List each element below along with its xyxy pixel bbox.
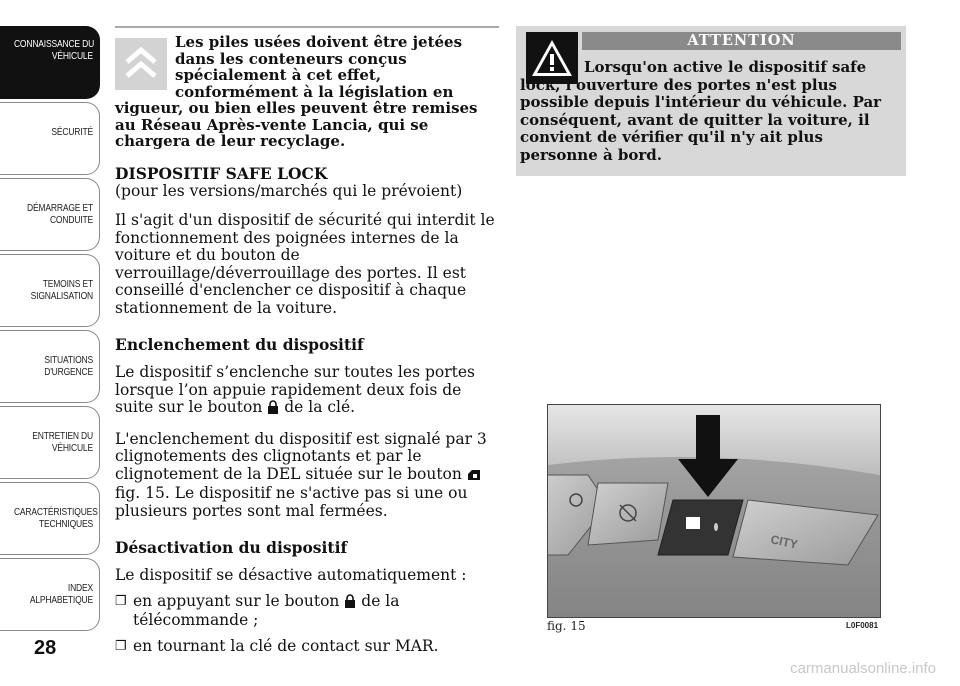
section-intro: Il s'agit d'un dispositif de sécurité qui interdit le fonctionnement des poignées internes de la voiture et du bouton de verrouillage/déverrouillage des portes. Il est conseillé d'enclencher ce dispositif à chaque stationnement de la voiture. [115,211,495,317]
tab-temoins-et-signalisation[interactable]: TEMOINS ET SIGNALISATION [0,254,100,327]
figure-code: L0F0081 [846,621,879,630]
page-number: 28 [34,637,57,659]
attention-text: Lorsqu'on active le dispositif safe lock, l'ouverture des portes n'est plus possible depuis l'intérieur du véhicule. Par conséquent, avant de quitter la voiture, il convient de vérifier qu'il n'y ait plus personne à bord. [520,58,882,164]
section-title: DISPOSITIF SAFE LOCK [115,163,328,183]
door-lock-icon [467,468,481,486]
tab-caracteristiques-techniques[interactable]: CARACTÉRISTIQUES TECHNIQUES [0,482,100,555]
recycle-chevron-icon [115,38,167,90]
left-column [115,26,499,655]
padlock-icon [267,400,279,419]
tab-entretien-du-vehicule[interactable]: ENTRETIEN DU VÉHICULE [0,406,100,479]
tab-securite[interactable]: SÉCURITÉ [0,102,100,175]
engage-paragraph-2: L'enclenchement du dispositif est signalé par 3 clignotements des clignotants et par le clignotement de la DEL située sur le bouton fig. 15. Le dispositif ne s'active pas si une ou plusieurs portes sont mal fermées. [115,429,487,520]
list-item: ❐ en appuyant sur le bouton de la télécommande ; [115,593,499,630]
tab-index-alphabetique[interactable]: INDEX ALPHABETIQUE [0,558,100,631]
attention-box [516,26,906,176]
recycling-notice [115,34,499,150]
attention-heading: ATTENTION [582,32,901,50]
engage-paragraph-1: Le dispositif s’enclenche sur toutes les portes lorsque l’on appuie rapidement deux fois de suite sur le bouton de la clé. [115,364,499,419]
tab-connaissance-du-vehicule[interactable]: CONNAISSANCE DU VÉHICULE [0,26,100,99]
engage-title: Enclenchement du dispositif [115,335,364,354]
disengage-title: Désactivation du dispositif [115,538,348,557]
disengage-intro: Le dispositif se désactive automatiquement : [115,566,467,584]
tab-situations-d-urgence[interactable]: SITUATIONS D'URGENCE [0,330,100,403]
top-rule [115,26,499,28]
figure-door-lock-button [547,404,881,618]
section-subtitle: (pour les versions/marchés qui le prévoient) [115,181,463,200]
watermark: carmanualsonline.info [790,660,936,677]
list-item: ❐ en tournant la clé de contact sur MAR. [115,638,499,656]
tab-demarrage-et-conduite[interactable]: DÉMARRAGE ET CONDUITE [0,178,100,251]
notice-text: Les piles usées doivent être jetées dans les conteneurs conçus spécialement à cet effet, conformément à la législation en vigueur, ou bien elles peuvent être remises au Réseau Après-vente Lancia, qui se chargera de leur recyclage. [115,33,478,150]
figure-label: fig. 15 [547,619,586,633]
padlock-icon [344,594,356,613]
dashboard-illustration [548,405,880,617]
city-button-label: CITY [769,532,800,552]
